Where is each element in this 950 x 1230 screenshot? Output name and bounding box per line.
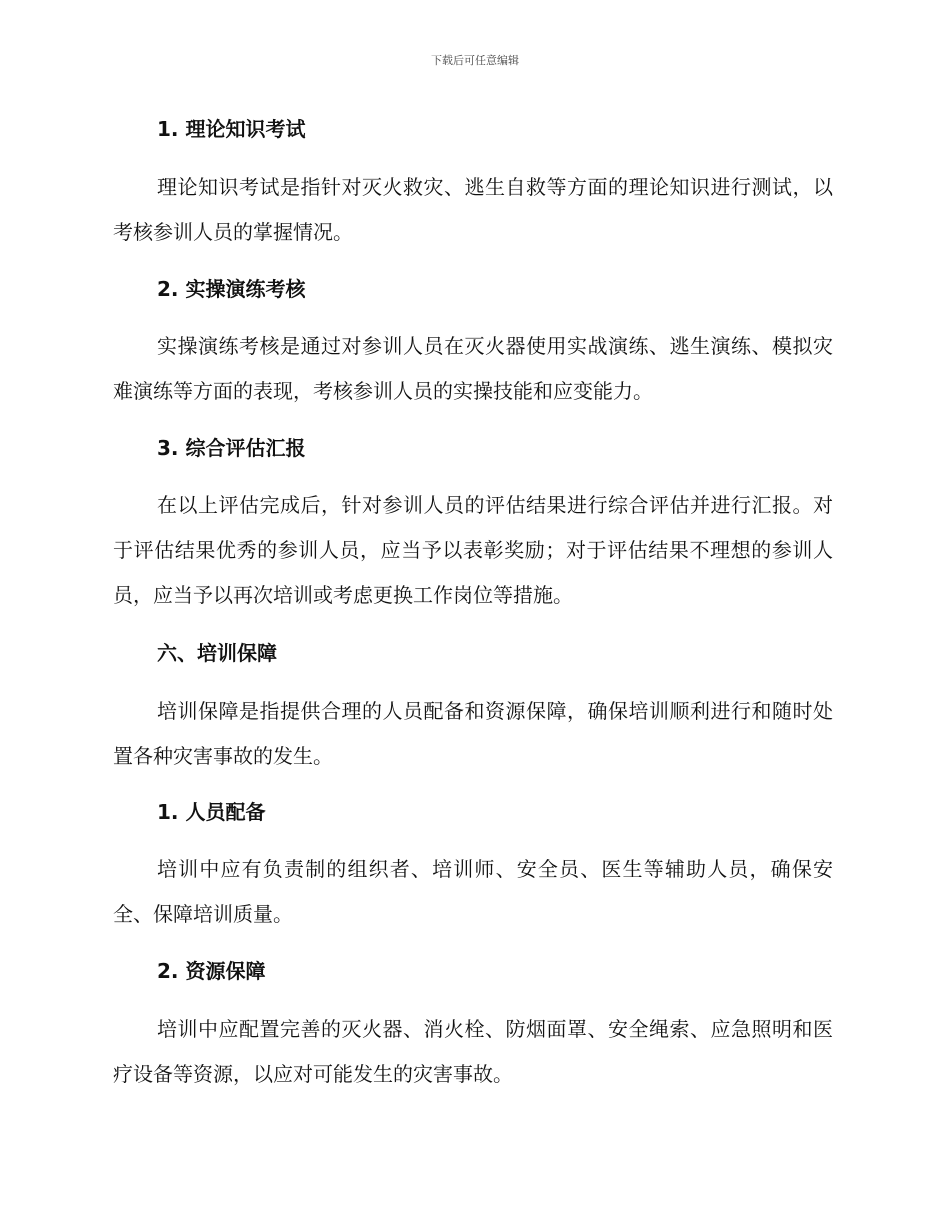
section-heading-staffing: 1. 人员配备 <box>157 800 266 824</box>
section-paragraph-resource-support: 培训中应配置完善的灭火器、消火栓、防烟面罩、安全绳索、应急照明和医疗设备等资源，以应对可能发生的灾害事故。 <box>113 1017 833 1086</box>
page-header: 下载后可任意编辑 <box>431 54 519 67</box>
section-heading-theory-exam: 1. 理论知识考试 <box>157 117 306 141</box>
section-heading-comprehensive-assessment: 3. 综合评估汇报 <box>157 436 306 460</box>
section-paragraph-theory-exam: 理论知识考试是指针对灭火救灾、逃生自救等方面的理论知识进行测试，以考核参训人员的掌握情况。 <box>113 175 833 244</box>
section-heading-training-support: 六、培训保障 <box>157 641 277 665</box>
section-paragraph-practical-drill: 实操演练考核是通过对参训人员在灭火器使用实战演练、逃生演练、模拟灾难演练等方面的表现，考核参训人员的实操技能和应变能力。 <box>113 334 833 403</box>
section-heading-practical-drill: 2. 实操演练考核 <box>157 277 306 301</box>
section-heading-resource-support: 2. 资源保障 <box>157 959 266 983</box>
section-paragraph-comprehensive-assessment: 在以上评估完成后，针对参训人员的评估结果进行综合评估并进行汇报。对于评估结果优秀的参训人员，应当予以表彰奖励；对于评估结果不理想的参训人员，应当予以再次培训或考虑更换工作岗位等措施。 <box>113 493 833 607</box>
section-paragraph-training-support: 培训保障是指提供合理的人员配备和资源保障，确保培训顺利进行和随时处置各种灾害事故的发生。 <box>113 699 833 768</box>
section-paragraph-staffing: 培训中应有负责制的组织者、培训师、安全员、医生等辅助人员，确保安全、保障培训质量。 <box>113 857 833 926</box>
